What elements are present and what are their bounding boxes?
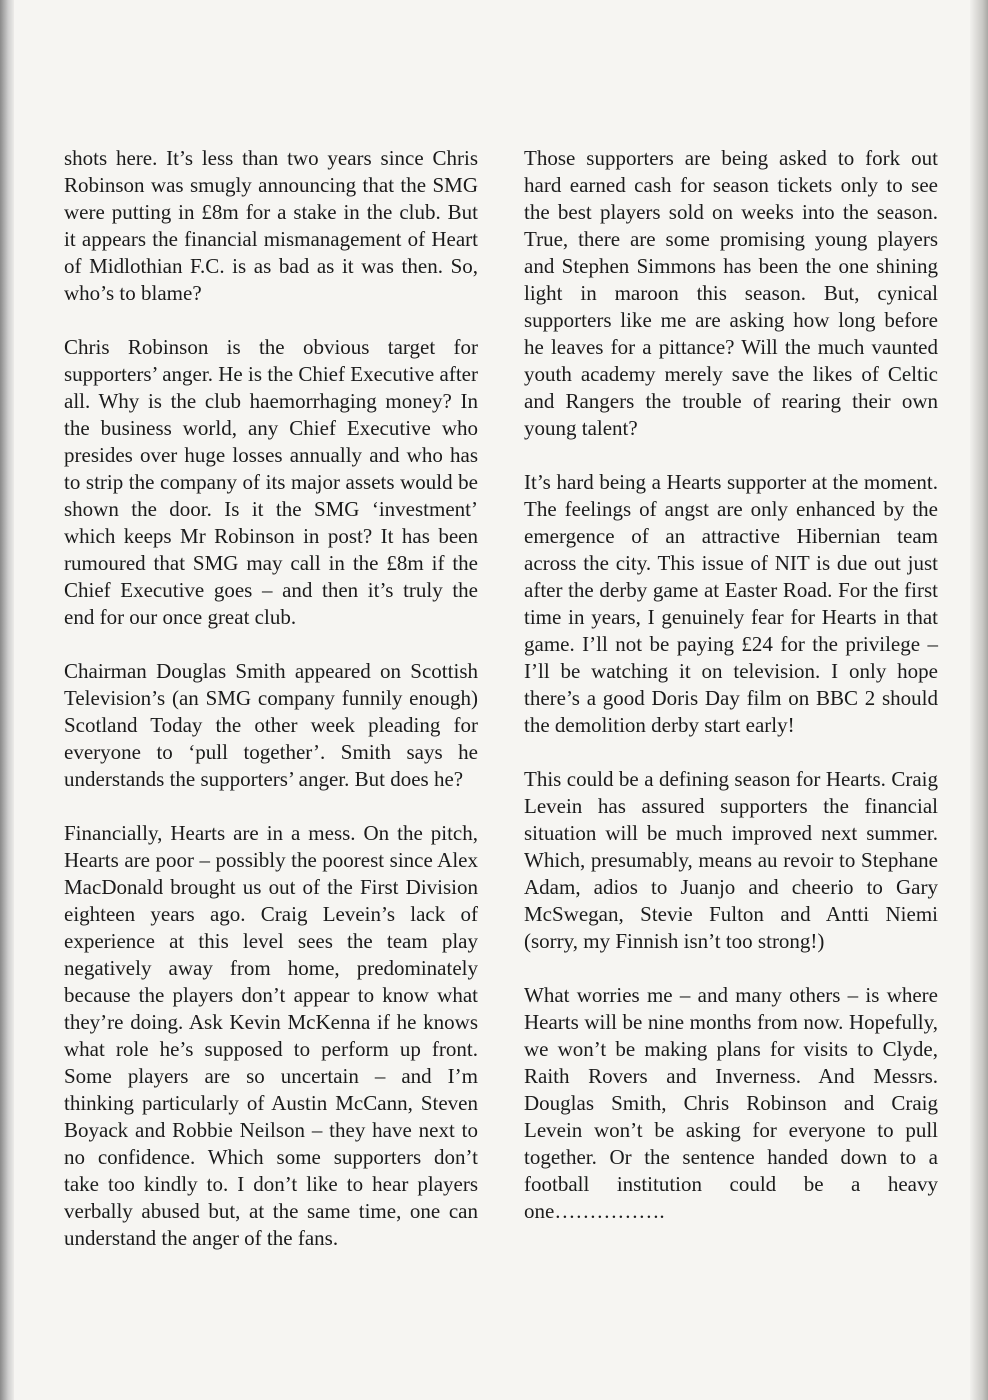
article-paragraph: This could be a defining season for Hearts. Craig Levein has assured supporters the financial situation will be much improved next summer. Which, presumably, means au revoir to Stephane Adam, adios to Juanjo and cheerio to Gary McSwegan, Stevie Fulton and Antti Niemi (sorry, my Finnish isn’t too strong!) (524, 767, 938, 953)
article-left-column (64, 145, 478, 1252)
article-paragraph: Those supporters are being asked to fork out hard earned cash for season tickets only to see the best players sold on weeks into the season. True, there are some promising young players and Stephen Simmons has been the one shining light in maroon this season. But, cynical supporters like me are asking how long before he leaves for a pittance? Will the much vaunted youth academy merely save the likes of Celtic and Rangers the trouble of rearing their own young talent? (524, 146, 938, 440)
article-paragraph: Chairman Douglas Smith appeared on Scottish Television’s (an SMG company funnily enough) Scotland Today the other week pleading for everyone to ‘pull together’. Smith says he understands the supporters’ anger. But does he? (64, 659, 478, 791)
page-edge-shadow (970, 0, 988, 1400)
article-paragraph: Chris Robinson is the obvious target for supporters’ anger. He is the Chief Executive after all. Why is the club haemorrhaging money? In the business world, any Chief Executive who presides over huge losses annually and who has to strip the company of its major assets would be shown the door. Is it the SMG ‘investment’ which keeps Mr Robinson in post? It has been rumoured that SMG may call in the £8m if the Chief Executive goes – and then it’s truly the end for our once great club. (64, 335, 478, 629)
article-paragraph: It’s hard being a Hearts supporter at the moment. The feelings of angst are only enhanced by the emergence of an attractive Hibernian team across the city. This issue of NIT is due out just after the derby game at Easter Road. For the first time in years, I genuinely fear for Hearts in that game. I’ll not be paying £24 for the privilege – I’ll be watching it on television. I only hope there’s a good Doris Day film on BBC 2 should the demolition derby start early! (524, 470, 938, 737)
article-paragraph: What worries me – and many others – is where Hearts will be nine months from now. Hopefully, we won’t be making plans for visits to Clyde, Raith Rovers and Inverness. And Messrs. Douglas Smith, Chris Robinson and Craig Levein won’t be asking for everyone to pull together. Or the sentence handed down to a football institution could be a heavy one……………. (524, 983, 938, 1223)
page-fold-shadow (0, 0, 14, 1400)
article-paragraph: shots here. It’s less than two years since Chris Robinson was smugly announcing that the SMG were putting in £8m for a stake in the club. But it appears the financial mismanagement of Heart of Midlothian F.C. is as bad as it was then. So, who’s to blame? (64, 146, 478, 305)
article-paragraph: Financially, Hearts are in a mess. On the pitch, Hearts are poor – possibly the poorest since Alex MacDonald brought us out of the First Division eighteen years ago. Craig Levein’s lack of experience at this level sees the team play negatively away from home, predominately because the players don’t appear to know what they’re doing. Ask Kevin McKenna if he knows what role he’s supposed to perform up front. Some players are so uncertain – and I’m thinking particularly of Austin McCann, Steven Boyack and Robbie Neilson – they have next to no confidence. Which some supporters don’t take too kindly to. I don’t like to hear players verbally abused but, at the same time, one can understand the anger of the fans. (64, 821, 478, 1250)
show-through-heading (210, 96, 810, 146)
article-right-column (524, 145, 938, 1225)
